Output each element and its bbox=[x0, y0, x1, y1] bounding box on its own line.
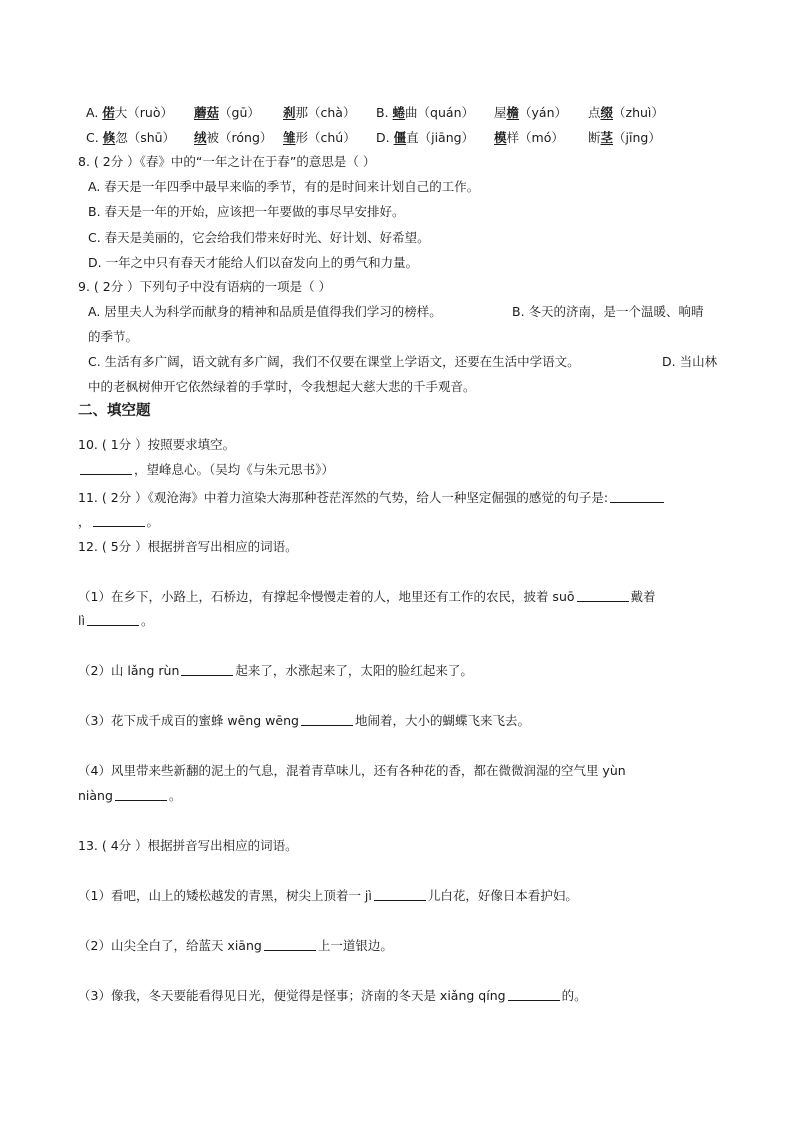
q13-s1-blank[interactable] bbox=[374, 888, 426, 901]
q13-s1-text: （1）看吧，山上的矮松越发的青黑，树尖上顶着一 jì bbox=[78, 888, 372, 903]
q7-option-c-2: 绒被（róng） bbox=[194, 130, 273, 145]
q13-s3-text: （3）像我，冬天要能看得见日光，便觉得是怪事；济南的冬天是 xiǎng qíng bbox=[78, 988, 506, 1003]
q10-text: ，望峰息心。（吴均《与朱元思书》） bbox=[134, 462, 335, 477]
q8-stem: 8. ( 2分 ）《春》中的“一年之计在于春”的意思是（ ） bbox=[78, 154, 376, 169]
q12-s2-text-b: 起来了，水涨起来了，太阳的脸红起来了。 bbox=[235, 663, 473, 678]
q12-s1-blank-1[interactable] bbox=[577, 589, 629, 602]
q9-option-d-cont: 中的老枫树伸开它依然绿着的手掌时，令我想起大慈大悲的千手观音。 bbox=[88, 379, 476, 394]
q12-s3-text: （3）花下成千成百的蜜蜂 wēng wēng bbox=[78, 713, 299, 728]
q13-s1-text-b: 儿白花，好像日本看护妇。 bbox=[427, 888, 578, 903]
q12-s1-text: （1）在乡下，小路上，石桥边，有撑起伞慢慢走着的人，地里还有工作的农民，披着 suō bbox=[78, 589, 575, 604]
q7-option-b-2: 屋檐（yán） bbox=[494, 105, 568, 120]
q12-s2-text: （2）山 lǎng rùn bbox=[78, 663, 180, 678]
q9-option-row1 bbox=[78, 303, 718, 321]
q12-s1-blank-2[interactable] bbox=[87, 613, 139, 626]
q9-option-b-cont: 的季节。 bbox=[88, 329, 139, 344]
q8-option-b[interactable]: B. 春天是一年的开始，应该把一年要做的事尽早安排好。 bbox=[88, 204, 405, 219]
q12-stem: 12. ( 5分 ）根据拼音写出相应的词语。 bbox=[78, 539, 298, 554]
q12-s1-end: 。 bbox=[140, 613, 154, 628]
q13-sentence-1 bbox=[78, 887, 718, 905]
q7-option-c-3: 雏形（chú） bbox=[283, 130, 356, 145]
q8-option-c[interactable]: C. 春天是美丽的，它会给我们带来好时光、好计划、好希望。 bbox=[88, 230, 430, 245]
q13-sentence-3 bbox=[78, 987, 718, 1005]
q10-stem: 10. ( 1分 ）按照要求填空。 bbox=[78, 437, 236, 452]
q12-s4-blank[interactable] bbox=[115, 788, 167, 801]
q11-line2 bbox=[78, 513, 718, 531]
q7-option-a-1: A. 偌大（ruò） bbox=[86, 105, 174, 120]
q8-option-d[interactable]: D. 一年之中只有春天才能给人们以奋发向上的勇气和力量。 bbox=[88, 255, 419, 270]
q13-sentence-2 bbox=[78, 937, 718, 955]
q11-period: 。 bbox=[146, 514, 160, 529]
q11-stem bbox=[78, 489, 718, 507]
q7-option-a-2: 蘑菇（gū） bbox=[194, 105, 260, 120]
q7-option-b-1: B. 蜷曲（quán） bbox=[376, 105, 474, 120]
q12-sentence-1-cont bbox=[78, 612, 718, 630]
q13-s3-text-b: 的。 bbox=[561, 988, 587, 1003]
q13-s2-text-b: 上一道银边。 bbox=[317, 938, 393, 953]
q12-sentence-3 bbox=[78, 712, 718, 730]
q10-line2 bbox=[78, 461, 718, 479]
q7-option-a-3: 刹那（chà） bbox=[283, 105, 356, 120]
q12-s2-blank[interactable] bbox=[181, 663, 233, 676]
q7-option-d-1: D. 僵直（jiāng） bbox=[376, 130, 475, 145]
q12-s4-pinyin: niàng bbox=[78, 788, 113, 803]
q8-option-a[interactable]: A. 春天是一年四季中最早来临的季节，有的是时间来计划自己的工作。 bbox=[88, 179, 480, 194]
q9-option-row3 bbox=[78, 353, 718, 371]
q7-option-c-1: C. 倏忽（shū） bbox=[86, 130, 176, 145]
q9-option-a[interactable]: A. 居里夫人为科学而献身的精神和品质是值得我们学习的榜样。 bbox=[88, 304, 442, 319]
q12-sentence-1 bbox=[78, 588, 718, 606]
q13-s2-blank[interactable] bbox=[264, 938, 316, 951]
q13-s3-blank[interactable] bbox=[508, 988, 560, 1001]
q9-stem: 9. ( 2分 ）下列句子中没有语病的一项是（ ） bbox=[78, 279, 332, 294]
q11-blank-1[interactable] bbox=[610, 490, 664, 503]
q9-option-c[interactable]: C. 生活有多广阔，语文就有多广阔，我们不仅要在课堂上学语文，还要在生活中学语文。 bbox=[88, 354, 580, 369]
q11-blank-2[interactable] bbox=[93, 514, 145, 527]
q11-text: 11. ( 2分 ）《观沧海》中着力渲染大海那种苍茫浑然的气势，给人一种坚定倔强的感觉的句子是: bbox=[78, 490, 609, 505]
q11-comma: ， bbox=[78, 514, 91, 529]
q12-s3-text-b: 地闹着，大小的蝴蝶飞来飞去。 bbox=[354, 713, 530, 728]
q12-s3-blank[interactable] bbox=[301, 713, 353, 726]
q13-stem: 13. ( 4分 ）根据拼音写出相应的词语。 bbox=[78, 838, 298, 853]
q12-s1-text-b: 戴着 bbox=[630, 589, 656, 604]
q7-option-b-3: 点缀（zhuì） bbox=[588, 105, 664, 120]
q12-sentence-4-cont bbox=[78, 787, 718, 805]
q7-option-d-2: 模样（mó） bbox=[494, 130, 564, 145]
q7-option-d-3: 断茎（jīng） bbox=[588, 130, 661, 145]
section-title-fill-in: 二、填空题 bbox=[78, 403, 151, 419]
q9-option-d[interactable]: D. 当山林 bbox=[662, 354, 718, 369]
q12-s1-pinyin: lì bbox=[78, 613, 85, 628]
q12-s4-end: 。 bbox=[168, 788, 182, 803]
q9-option-b[interactable]: B. 冬天的济南，是一个温暖、响晴 bbox=[512, 304, 704, 319]
q13-s2-text: （2）山尖全白了，给蓝天 xiāng bbox=[78, 938, 262, 953]
q12-sentence-4: （4）风里带来些新翻的泥土的气息，混着青草味儿，还有各种花的香，都在微微润湿的空气里 yùn bbox=[78, 763, 626, 778]
q12-sentence-2 bbox=[78, 662, 718, 680]
q10-blank[interactable] bbox=[80, 462, 132, 475]
